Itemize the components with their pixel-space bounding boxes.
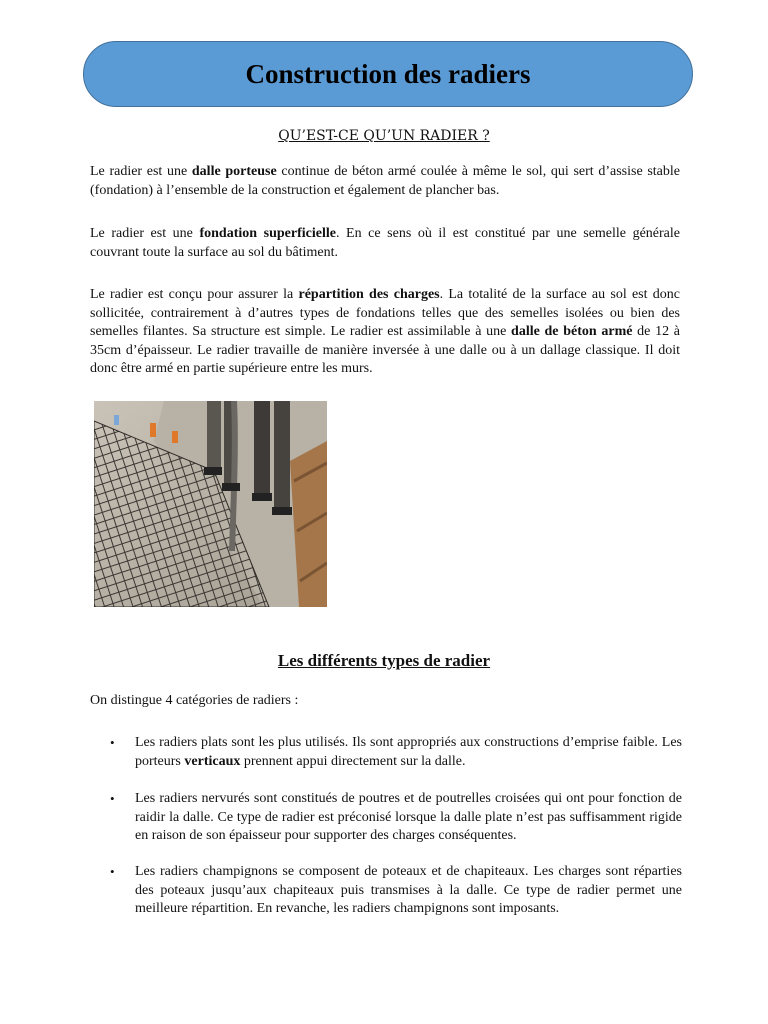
- title-banner: [83, 41, 693, 107]
- bold-text: répartition des charges: [298, 287, 440, 302]
- bullet-icon: •: [110, 791, 115, 806]
- bullet-icon: •: [110, 735, 115, 750]
- text: Les radiers plats sont les plus utilisés. Ils sont appropriés aux constructions d’emprise faible. Les porteurs: [135, 735, 682, 769]
- paragraph-definition: [90, 163, 680, 200]
- page-title: Construction des radiers: [245, 58, 531, 89]
- bold-text: dalle porteuse: [191, 164, 277, 179]
- text: prennent appui directement sur la dalle.: [240, 753, 466, 769]
- bold-text: verticaux: [184, 753, 241, 769]
- bold-text: fondation superficielle: [199, 226, 336, 241]
- text: Le radier est conçu pour assurer la: [90, 287, 299, 302]
- text: de 12 à 35cm d’épaisseur. Le radier travaille de manière inversée à une dalle ou à un dallage classique. Il doit donc être armé en partie supérieure entre les murs.: [90, 324, 680, 376]
- list-item: [110, 790, 682, 846]
- section-heading-types: Les différents types de radier: [277, 651, 491, 670]
- list-item: [110, 863, 682, 919]
- bold-text: dalle de béton armé: [511, 324, 633, 339]
- text: Le radier est une: [90, 164, 192, 179]
- bullet-icon: •: [110, 864, 115, 879]
- paragraph-categories-intro: On distingue 4 catégories de radiers :: [90, 693, 299, 708]
- text: . En ce sens où il est constitué par une semelle générale couvrant toute la surface au sol du bâtiment.: [90, 226, 680, 260]
- list-item-text: Les radiers nervurés sont constitués de poutres et de poutrelles croisées qui ont pour fonction de raidir la dalle. Ce type de radier est préconisé lorsque la dalle plate n’est pas suffisamment rigide en raison de son épaisseur pour supporter des charges conséquentes.: [135, 791, 682, 843]
- radier-construction-photo: [94, 401, 327, 607]
- list-item: [110, 734, 682, 771]
- section-heading-what-is: QU’EST-CE QU’UN RADIER ?: [278, 128, 490, 144]
- paragraph-foundation: [90, 225, 680, 262]
- paragraph-load-distribution: [90, 286, 680, 379]
- list-item-text: [135, 734, 682, 771]
- text: Le radier est une: [90, 226, 200, 241]
- list-item-text: Les radiers champignons se composent de poteaux et de chapiteaux. Les charges sont réparties des poteaux jusqu’aux chapiteaux puis transmises à la dalle. Ce type de radier permet une meilleure répartition. En revanche, les radiers champignons sont imposants.: [135, 864, 682, 916]
- text: continue de béton armé coulée à même le sol, qui sert d’assise stable (fondation) à l’ensemble de la construction et également de plancher bas.: [90, 164, 680, 198]
- text: . La totalité de la surface au sol est donc sollicitée, contrairement à d’autres types de fondations telles que des semelles isolées ou bien des semelles filantes. Sa structure est simple. Le radier est assimilable à une: [90, 287, 680, 339]
